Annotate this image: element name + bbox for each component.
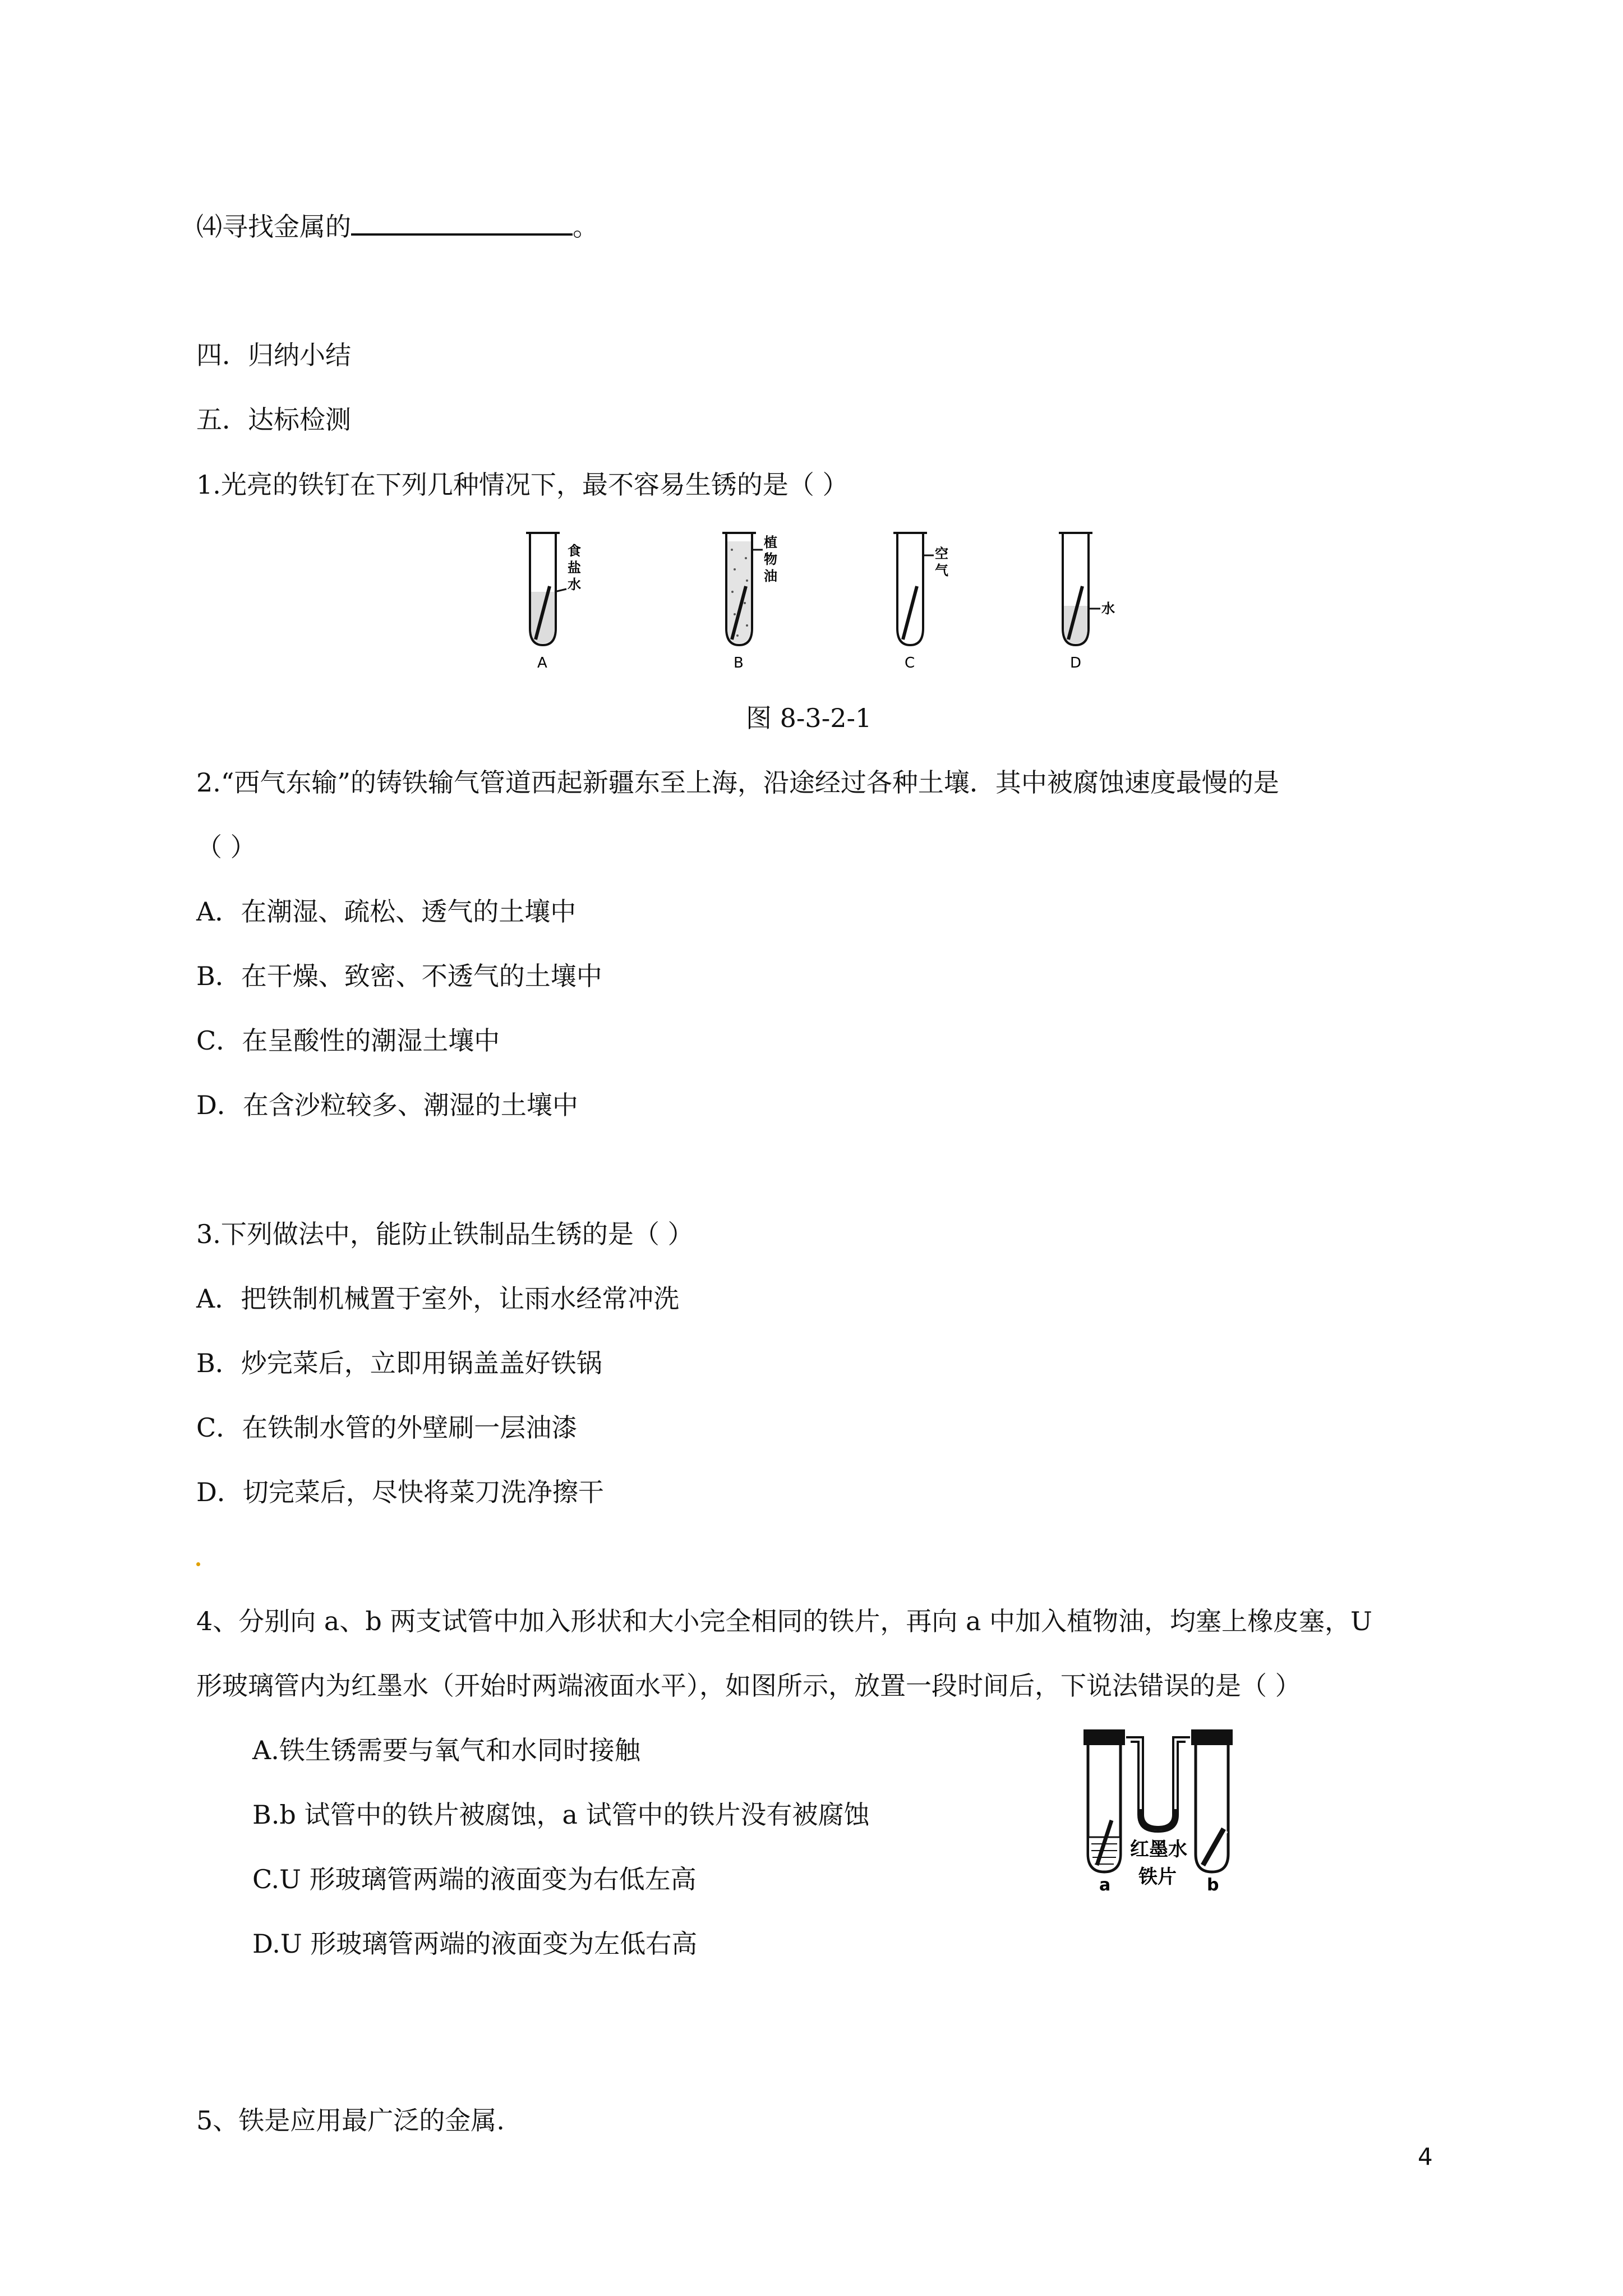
q1-test-tube-figure — [505, 524, 1150, 676]
q0-line — [196, 208, 598, 243]
q2-option-a: A．在潮湿、疏松、透气的土壤中 — [196, 896, 577, 927]
q4-option-c: C.U 形玻璃管两端的液面变为右低左高 — [252, 1864, 697, 1894]
q3-option-c: C．在铁制水管的外壁刷一层油漆 — [196, 1412, 578, 1443]
tube-c-label-0: 空 — [935, 546, 948, 562]
q4-stem-line2: 形玻璃管内为红墨水（开始时两端液面水平），如图所示，放置一段时间后，下说法错误的是（ ） — [196, 1671, 1301, 1701]
q2-option-c: C．在呈酸性的潮湿土壤中 — [196, 1025, 500, 1056]
page-number: 4 — [1418, 2143, 1433, 2170]
q4-stem-line1: 4、分别向 a、b 两支试管中加入形状和大小完全相同的铁片，再向 a 中加入植物油，均塞上橡皮塞，U — [196, 1606, 1372, 1636]
tube-c-air — [893, 533, 948, 671]
tube-b-label-1: 物 — [764, 551, 777, 567]
tube-b-label-0: 植 — [764, 535, 777, 550]
tube-b-label-2: 油 — [764, 568, 777, 584]
section-test-heading: 五．达标检测 — [196, 404, 351, 435]
tube-a-salt-water — [526, 533, 581, 671]
q4-u-tube-apparatus-figure — [1077, 1725, 1256, 1916]
tube-b-letter: B — [734, 655, 744, 671]
tube-a-label-1: 盐 — [568, 560, 581, 576]
section-summary-heading: 四．归纳小结 — [196, 340, 351, 370]
tube-a-letter: A — [537, 655, 547, 671]
tube-b-vegetable-oil — [722, 533, 777, 671]
q2-stem: 2.“西气东输”的铸铁输气管道西起新疆东至上海，沿途经过各种土壤．其中被腐蚀速度最慢的是 — [196, 767, 1279, 798]
q2-option-d: D．在含沙粒较多、潮湿的土壤中 — [196, 1090, 578, 1120]
q4-option-d: D.U 形玻璃管两端的液面变为左低右高 — [252, 1929, 698, 1959]
q2-option-b: B．在干燥、致密、不透气的土壤中 — [196, 961, 602, 991]
q0-prefix: ⑷寻找金属的 — [196, 211, 351, 242]
q3-option-a: A．把铁制机械置于室外，让雨水经常冲洗 — [196, 1283, 680, 1314]
q4-option-a: A.铁生锈需要与氧气和水同时接触 — [252, 1735, 640, 1765]
q3-option-b: B．炒完菜后，立即用锅盖盖好铁锅 — [196, 1348, 602, 1378]
answer-blank[interactable] — [351, 208, 573, 236]
tube-a-letter-label: a — [1099, 1875, 1111, 1895]
tube-d-water — [1059, 533, 1115, 671]
q3-option-d: D．切完菜后，尽快将菜刀洗净擦干 — [196, 1477, 604, 1507]
q5-stem: 5、铁是应用最广泛的金属. — [196, 2105, 505, 2136]
q1-stem: 1.光亮的铁钉在下列几种情况下，最不容易生锈的是（ ） — [196, 470, 849, 500]
stray-mark — [196, 1562, 200, 1566]
tube-c-label-1: 气 — [935, 563, 948, 578]
tube-a-label-0: 食 — [568, 543, 581, 559]
tube-d-letter: D — [1070, 655, 1082, 671]
tube-b-letter-label: b — [1207, 1875, 1219, 1895]
q1-figure-caption: 图 8-3-2-1 — [746, 703, 872, 733]
q0-suffix: 。 — [573, 211, 598, 242]
q2-answer-paren: （ ） — [196, 832, 256, 862]
tube-d-label-0: 水 — [1101, 601, 1115, 616]
q4-option-b: B.b 试管中的铁片被腐蚀，a 试管中的铁片没有被腐蚀 — [252, 1800, 870, 1830]
tube-c-letter: C — [905, 655, 915, 671]
q3-stem: 3.下列做法中，能防止铁制品生锈的是（ ） — [196, 1219, 694, 1249]
tube-a-label-2: 水 — [568, 577, 581, 592]
red-ink-label: 红墨水 — [1130, 1838, 1187, 1861]
iron-strip-label: 铁片 — [1138, 1866, 1177, 1888]
